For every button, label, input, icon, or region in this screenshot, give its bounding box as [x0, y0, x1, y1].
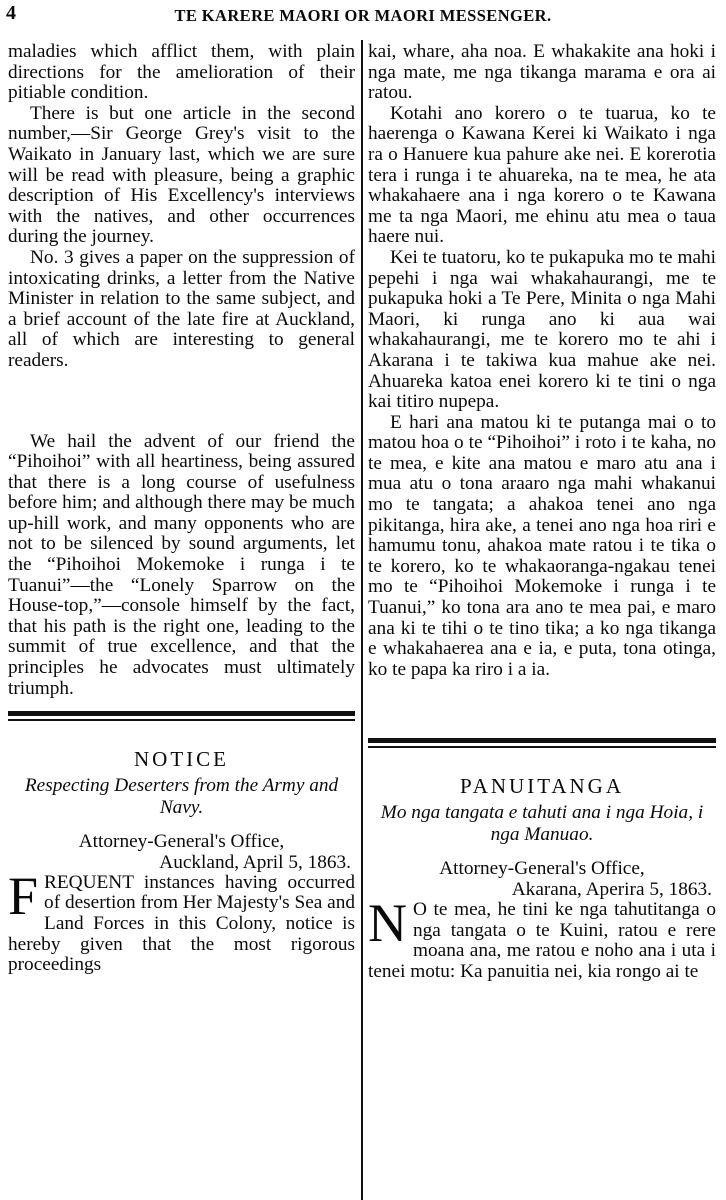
- newspaper-title: TE KARERE MAORI OR MAORI MESSENGER.: [174, 6, 552, 25]
- section-rule-thin: [368, 746, 716, 748]
- section-rule: [368, 738, 716, 743]
- paragraph: Kei te tuatoru, ko te pukapuka mo te mahi pepehi i nga wai whakahaurangi, me te pukapuka hoki a Te Pere, Minita o nga Mahi Maori, ki runga ano ki aua wai whakahaurangi, me te korero mo te ahi i Akarana i te takiwa kua mahue ake nei. Ahuareka katoa enei korero ki te tini o nga kai titiro nupepa.: [368, 246, 716, 413]
- notice-heading: NOTICE: [134, 746, 229, 771]
- notice-body: [368, 892, 716, 982]
- paragraph: We hail the advent of our friend the “Pihoihoi” with all heartiness, being assured that there is a long course of usefulness before him; and although there may be much up-hill work, and many opponents who are not to be silenced by sound arguments, let the “Pihoihoi Mokemoke i runga i te Tuanui”—the “Lonely Sparrow on the House-top,”—console himself by the fact, that his path is the right one, leading to the summit of true excellence, and that the principles he advocates must ultimately triumph.: [8, 430, 355, 699]
- section-rule-thin: [8, 719, 355, 721]
- notice-office: Attorney-General's Office,: [439, 857, 645, 879]
- english-column: [8, 42, 355, 1200]
- notice-subheading: Mo nga tangata e tahuti ana i nga Hoia, i nga Manuao.: [380, 801, 704, 845]
- notice-body: [8, 865, 355, 976]
- column-divider: [361, 40, 363, 1200]
- notice-dateline: Auckland, April 5, 1863.: [159, 851, 351, 873]
- spacer: [368, 680, 716, 726]
- paragraph: E hari ana matou ki te putanga mai o to matou hoa o te “Pihoihoi” i roto i te kaha, no te mea, e kite ana matou e maro atu ana i mua atu o tona araaro nga mahi whakanui mo te tangata; a ahakoa tenei ano nga pikitanga, hira ake, a tenei ano nga hoa riri e hamumu tonu, ahakoa mate ratou i te tika o te korero, ko te whakaoranga-ngakau tenei mo te “Pihoihoi Mokemoke i runga i te Tuanui,” ko tona ara ano te mea pai, e maro ana ki te tihi o te tino tika; a ko nga tikanga e whakahaerea ana e ia, e puta, tona otinga, ko te papa ka riro i a ia.: [368, 411, 716, 680]
- paragraph: maladies which afflict them, with plain directions for the amelioration of their pitiable condition.: [8, 42, 355, 104]
- maori-column: [368, 42, 716, 1200]
- notice-office: Attorney-General's Office,: [78, 830, 285, 852]
- notice-dateline: Akarana, Aperira 5, 1863.: [511, 878, 712, 900]
- notice-text: O te mea, he tini ke nga tahutitanga o nga tangata o te Kuini, ratou e rere moana ana, me ratou e noho ana i uta i tenei motu: Ka panuitia nei, kia rongo ai te: [368, 898, 716, 982]
- paragraph: No. 3 gives a paper on the suppression of intoxicating drinks, a letter from the Native Minister in relation to the same subject, and a brief account of the late fire at Auckland, all of which are interesting to general readers.: [8, 246, 355, 371]
- notice-text: REQUENT instances having occurred of desertion from Her Majesty's Sea and Land Forces in this Colony, notice is hereby given that the most rigorous proceedings: [8, 871, 355, 976]
- notice-subheading: Respecting Deserters from the Army and Navy.: [24, 774, 339, 818]
- section-rule: [8, 711, 355, 716]
- paragraph: There is but one article in the second number,—Sir George Grey's visit to the Waikato in January last, which we are sure will be read with pleasure, being a graphic description of His Excellency's interviews with the natives, and other occurrences during the journey.: [8, 102, 355, 248]
- page-number: 4: [6, 2, 16, 24]
- page-header: [0, 0, 726, 40]
- paragraph: Kotahi ano korero o te tuarua, ko te haerenga o Kawana Kerei ki Waikato i nga ra o Hanuere kua pahure ake nei. E korerotia tera i runga i te ahuareka, na te mea, he ata whakahaere ana i nga korero o te Kawana me ta nga Maori, me ehinu atu mea o taua haere nui.: [368, 102, 716, 248]
- drop-cap: F: [8, 865, 39, 926]
- spacer: [8, 372, 355, 432]
- drop-cap: N: [368, 892, 407, 953]
- notice-heading: PANUITANGA: [459, 773, 625, 798]
- paragraph: kai, whare, aha noa. E whakakite ana hoki i nga mate, me nga tikanga marama e ora ai ratou.: [368, 42, 716, 104]
